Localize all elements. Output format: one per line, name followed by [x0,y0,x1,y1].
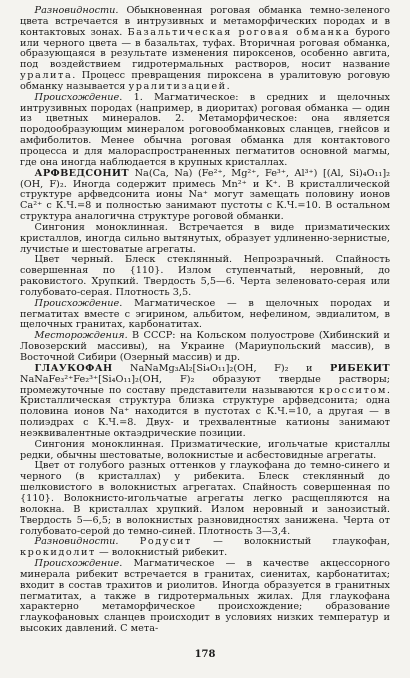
text-run: — волокнистый рибекит. [95,547,228,559]
spaced-term: уралита [20,70,73,82]
text-run: Сингония моноклинная. Призматические, игольчатые кристаллы редки, обычны шестоватые, волокнистые и асбестовидные агрегаты. [20,438,390,461]
text-run: NaNaMg₃Al₂[Si₄O₁₁]₂(OH, F)₂ и [112,362,330,374]
paragraph-p11 [20,537,390,559]
paragraph-p4 [20,223,390,256]
text-run: 1. Магматическое: в средних и щелочных интрузивных породах (например, в диоритах) роговая обманка — один из цветных минералов. 2. Метаморфическое: она является породообразующим минералом роговообманковых сланцев, гнейсов и амфиболитов. Менее обычна роговая обманка для контактового процесса и для малораспространенных пегматитов основной магмы, где она иногда наблюдается в крупных кристаллах. [20,91,390,168]
text-run: Магматическое — в щелочных породах и пегматитах вместе с эгирином, альбитом, нефелином, эвдиалитом, в щелочных гранитах, карбонатитах. [20,297,390,331]
text-run: Сингония моноклинная. Встречается в виде призматических кристаллов, иногда сильно вытянутых, образует удлиненно-зернистые, лучистые и шестоватые агрегаты. [20,221,390,255]
paragraph-p5 [20,255,390,298]
page-number: 178 [194,649,216,660]
page-text [20,6,390,635]
section-label: Месторождения. [34,330,128,342]
text-run: . Процесс превращения пироксена в уралитовую роговую обманку называется [20,70,390,92]
section-label: Происхождение. [34,297,123,309]
section-label: Происхождение. [34,91,123,103]
paragraph-p12 [20,559,390,635]
spaced-term: Базальтическая роговая обманка [127,26,351,38]
section-label: Происхождение. [34,558,123,570]
section-label: Разновидности. [34,536,119,548]
spaced-term: уралитизацией [128,80,227,92]
spaced-term: Родусит [139,536,192,548]
spaced-term: кросситом [318,384,387,396]
paragraph-p8 [20,364,390,440]
paragraph-p7 [20,331,390,364]
paragraph-p1 [20,6,390,93]
text-run: NaNaFe₃²⁺Fe₂³⁺[Si₄O₁₁]₂(OH, F)₂ образуют твердые растворы; промежуточные по составу представители называются [20,373,390,396]
text-run [119,536,140,547]
text-run: Na(Ca, Na) (Fe²⁺, Mg²⁺, Fe³⁺, Al³⁺) [(Al, Si)₄O₁₁]₂ (OH, F)₂. Иногда содержит примесь Mn²⁺ и K⁺. В кристаллической структуре арфведсонита ионы Na⁺ могут замещать половину ионов Ca²⁺ с К.Ч.=8 и полностью занимают пустоты с К.Ч.=10. В остальном структура аналогична структуре роговой обманки. [20,167,390,223]
paragraph-p3 [20,169,390,223]
text-run: бурого или черного цвета — в базальтах, туфах. Вторичная роговая обманка, образующаяся в результате изменения пироксенов, особенно авгита, под воздействием гидротермальных растворов, носит название [20,26,391,71]
spaced-term: крокидолит [20,547,96,559]
paragraph-p2 [20,93,390,169]
paragraph-p9 [20,440,390,462]
text-run: В СССР: на Кольском полуострове (Хибинский и Ловозерский массивы), на Украине (Мариупольский массив), в Восточной Сибири (Озерный массив) и др. [20,330,390,363]
text-run: — волокнистый глаукофан, [191,536,390,548]
mineral-name: РИБЕКИТ [330,362,390,374]
text-run: . Кристаллическая структура близка структуре арфведсонита; одна половина ионов Na⁺ находится в пустотах с К.Ч.=10, а другая — в полиэдрах с К.Ч.=8. Двух- и трехвалентные катионы занимают неэквивалентные октаэдрические позиции. [20,384,390,439]
text-run: Цвет от голубого разных оттенков у глаукофана до темно-синего и черного (в кристаллах) у рибекита. Блеск стеклянный до шелковистого в волокнистых агрегатах. Спайность совершенная по {110}. Волокнисто-игольчатые агрегаты легко расщепляются на волокна. В кристаллах хрупкий. Излом неровный и занозистый. Твердость 5—6,5; в волокнистых разновидностях занижена. Черта от голубовато-серой до темно-синей. Плотность 3—3,4. [20,460,390,537]
paragraph-p10 [20,461,390,537]
text-run: Обыкновенная роговая обманка темно-зеленого цвета встречается в интрузивных и метаморфических породах и в контактовых зонах. [20,5,390,38]
text-run: Цвет черный. Блеск стеклянный. Непрозрачный. Спайность совершенная по {110}. Излом ступенчатый, неровный, до раковистого. Хрупкий. Твердость 5,5—6. Черта зеленовато-серая или голубовато-серая. Плотность 3,5. [20,254,390,298]
mineral-name: АРФВЕДСОНИТ [34,167,130,179]
section-label: Разновидности. [34,5,119,16]
mineral-name: ГЛАУКОФАН [34,362,113,374]
text-run: . [226,80,230,92]
paragraph-p6 [20,299,390,332]
text-run: Магматическое — в качестве акцессорного минерала рибекит встречается в гранитах, сиенитах, карбонатитах; входит в состав трахитов и риолитов. Иногда образуется в гранитных пегматитах, а также в гидротермальных жилах. Для глаукофана характерно метаморфическое происхождение; образование глаукофановых сланцев происходит в условиях низких температур и высоких давлений. С мета- [20,558,390,635]
